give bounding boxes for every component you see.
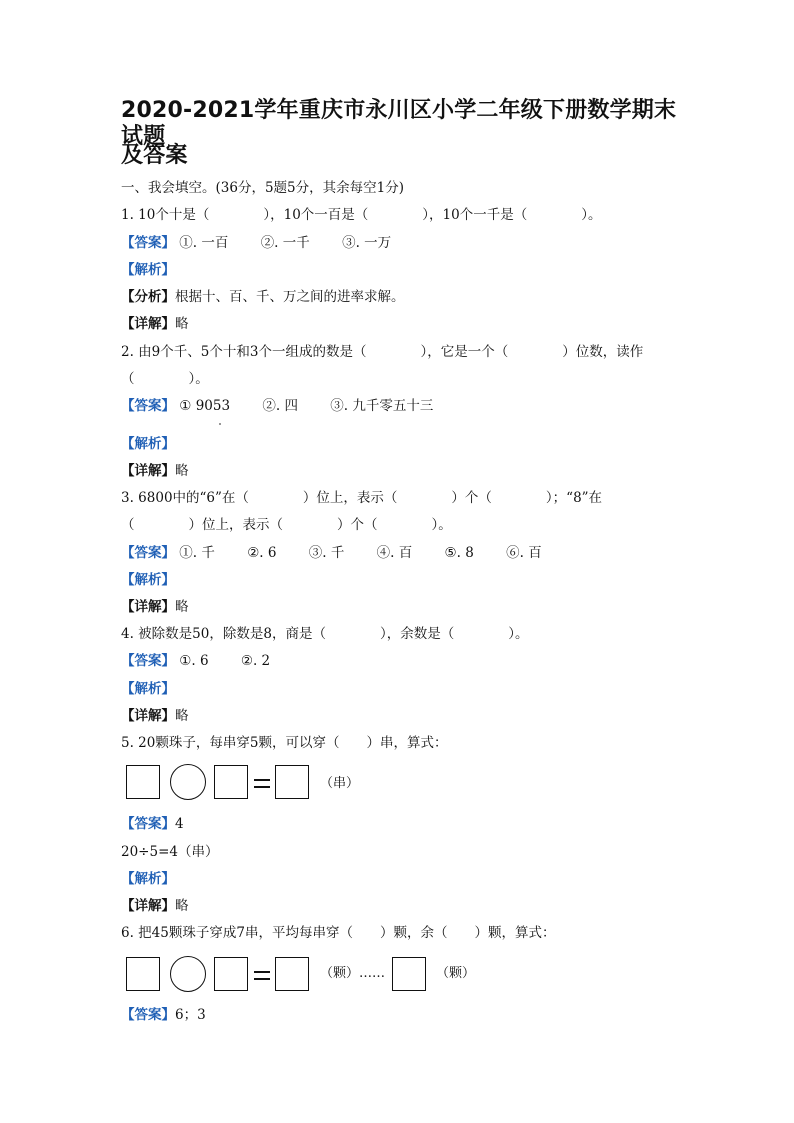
question-5: 5. 20颗珠子，每串穿5颗，可以穿（ ）串，算式： bbox=[121, 735, 448, 751]
document-title-line1: 2020-2021学年重庆市永川区小学二年级下册数学期末试题 bbox=[121, 98, 677, 149]
q4-answer-2: ②. 2 bbox=[240, 653, 271, 669]
q5-operator-circle bbox=[170, 764, 206, 800]
q1-answer-2: ②. 一千 bbox=[260, 235, 310, 251]
q2-answer-3: ③. 九千零五十三 bbox=[330, 398, 434, 414]
q3-analysis-row bbox=[121, 571, 681, 589]
q2-answer-2: ②. 四 bbox=[262, 398, 298, 414]
question-2-line2: （ ）。 bbox=[121, 371, 209, 387]
analysis-tag: 【解析】 bbox=[121, 681, 175, 697]
q5-detail-row bbox=[121, 897, 681, 915]
q2-answer-1: ① 9053 bbox=[179, 398, 231, 414]
q1-answer-1: ①. 一百 bbox=[179, 235, 229, 251]
q6-blank-box-4 bbox=[392, 957, 426, 991]
analysis-tag: 【解析】 bbox=[121, 871, 175, 887]
q5-analysis-row bbox=[121, 870, 681, 888]
q6-operator-circle bbox=[170, 956, 206, 992]
q3-answer-5: ⑤. 8 bbox=[444, 545, 474, 561]
q5-formula: 20÷5=4（串） bbox=[121, 844, 219, 860]
q5-unit: （串） bbox=[320, 776, 360, 791]
q3-answer-2: ②. 6 bbox=[247, 545, 277, 561]
answer-tag: 【答案】 bbox=[121, 235, 175, 251]
q6-blank-box-2 bbox=[214, 957, 248, 991]
q3-answer-4: ④. 百 bbox=[376, 545, 413, 561]
question-2-line1: 2. 由9个千、5个十和3个一组成的数是（ ），它是一个（ ）位数，读作 bbox=[121, 344, 644, 360]
question-4: 4. 被除数是50，除数是8，商是（ ），余数是（ ）。 bbox=[121, 626, 529, 642]
q6-blank-box-1 bbox=[126, 957, 160, 991]
analysis-tag: 【解析】 bbox=[121, 572, 175, 588]
answer-tag: 【答案】 bbox=[121, 398, 175, 414]
q1-fenxi-row bbox=[121, 288, 681, 306]
q3-answer-6: ⑥. 百 bbox=[506, 545, 542, 561]
q5-answer: 4 bbox=[175, 816, 184, 832]
q1-detail-text: 略 bbox=[175, 316, 189, 332]
q1-answer-row bbox=[121, 234, 681, 252]
q2-detail-row bbox=[121, 462, 681, 480]
q6-answer-row bbox=[121, 1006, 681, 1024]
q2-analysis-row bbox=[121, 435, 681, 453]
equals-sign bbox=[254, 779, 270, 788]
answer-tag: 【答案】 bbox=[121, 545, 175, 561]
q4-analysis-row bbox=[121, 680, 681, 698]
q5-blank-box-1 bbox=[126, 765, 160, 799]
detail-tag: 【详解】 bbox=[121, 708, 175, 724]
q5-blank-box-2 bbox=[214, 765, 248, 799]
q1-answer-3: ③. 一万 bbox=[342, 235, 392, 251]
q4-answer-1: ①. 6 bbox=[179, 653, 209, 669]
question-3-line2: （ ）位上，表示（ ）个（ ）。 bbox=[121, 517, 452, 533]
q4-detail-text: 略 bbox=[175, 708, 189, 724]
answer-tag: 【答案】 bbox=[121, 653, 175, 669]
detail-tag: 【详解】 bbox=[121, 463, 175, 479]
analysis-tag: 【解析】 bbox=[121, 262, 175, 278]
q3-detail-row bbox=[121, 598, 681, 616]
question-1: 1. 10个十是（ ），10个一百是（ ），10个一千是（ ）。 bbox=[121, 207, 602, 223]
q1-analysis-row bbox=[121, 261, 681, 279]
q5-blank-box-3 bbox=[275, 765, 309, 799]
document-title-line2: 及答案 bbox=[121, 143, 188, 168]
question-6: 6. 把45颗珠子穿成7串，平均每串穿（ ）颗，余（ ）颗，算式： bbox=[121, 925, 556, 941]
detail-tag: 【详解】 bbox=[121, 599, 175, 615]
detail-tag: 【详解】 bbox=[121, 898, 175, 914]
q2-detail-text: 略 bbox=[175, 463, 189, 479]
q3-answer-3: ③. 千 bbox=[308, 545, 345, 561]
q4-answer-row bbox=[121, 652, 681, 670]
q6-unit-2: （颗） bbox=[436, 966, 476, 981]
q3-detail-text: 略 bbox=[175, 599, 189, 615]
q2-answer-row bbox=[121, 397, 681, 415]
equals-sign bbox=[254, 971, 270, 980]
question-3-line1: 3. 6800中的“6”在（ ）位上，表示（ ）个（ ）；“8”在 bbox=[121, 490, 603, 506]
q6-blank-box-3 bbox=[275, 957, 309, 991]
stray-dot bbox=[219, 423, 221, 425]
q1-detail-row bbox=[121, 315, 681, 333]
q6-answer: 6；3 bbox=[175, 1007, 206, 1023]
q5-detail-text: 略 bbox=[175, 898, 189, 914]
q4-detail-row bbox=[121, 707, 681, 725]
analysis-tag: 【解析】 bbox=[121, 436, 175, 452]
q1-fenxi-text: 根据十、百、千、万之间的进率求解。 bbox=[175, 289, 405, 305]
answer-tag: 【答案】 bbox=[121, 816, 175, 832]
q3-answer-1: ①. 千 bbox=[179, 545, 215, 561]
answer-tag: 【答案】 bbox=[121, 1007, 175, 1023]
section-heading: 一、我会填空。(36分，5题5分，其余每空1分) bbox=[121, 180, 404, 196]
detail-tag: 【详解】 bbox=[121, 316, 175, 332]
q3-answer-row bbox=[121, 544, 681, 562]
fenxi-tag: 【分析】 bbox=[121, 289, 175, 305]
q6-unit-1: （颗）…… bbox=[320, 966, 386, 981]
q5-answer-row bbox=[121, 815, 681, 833]
